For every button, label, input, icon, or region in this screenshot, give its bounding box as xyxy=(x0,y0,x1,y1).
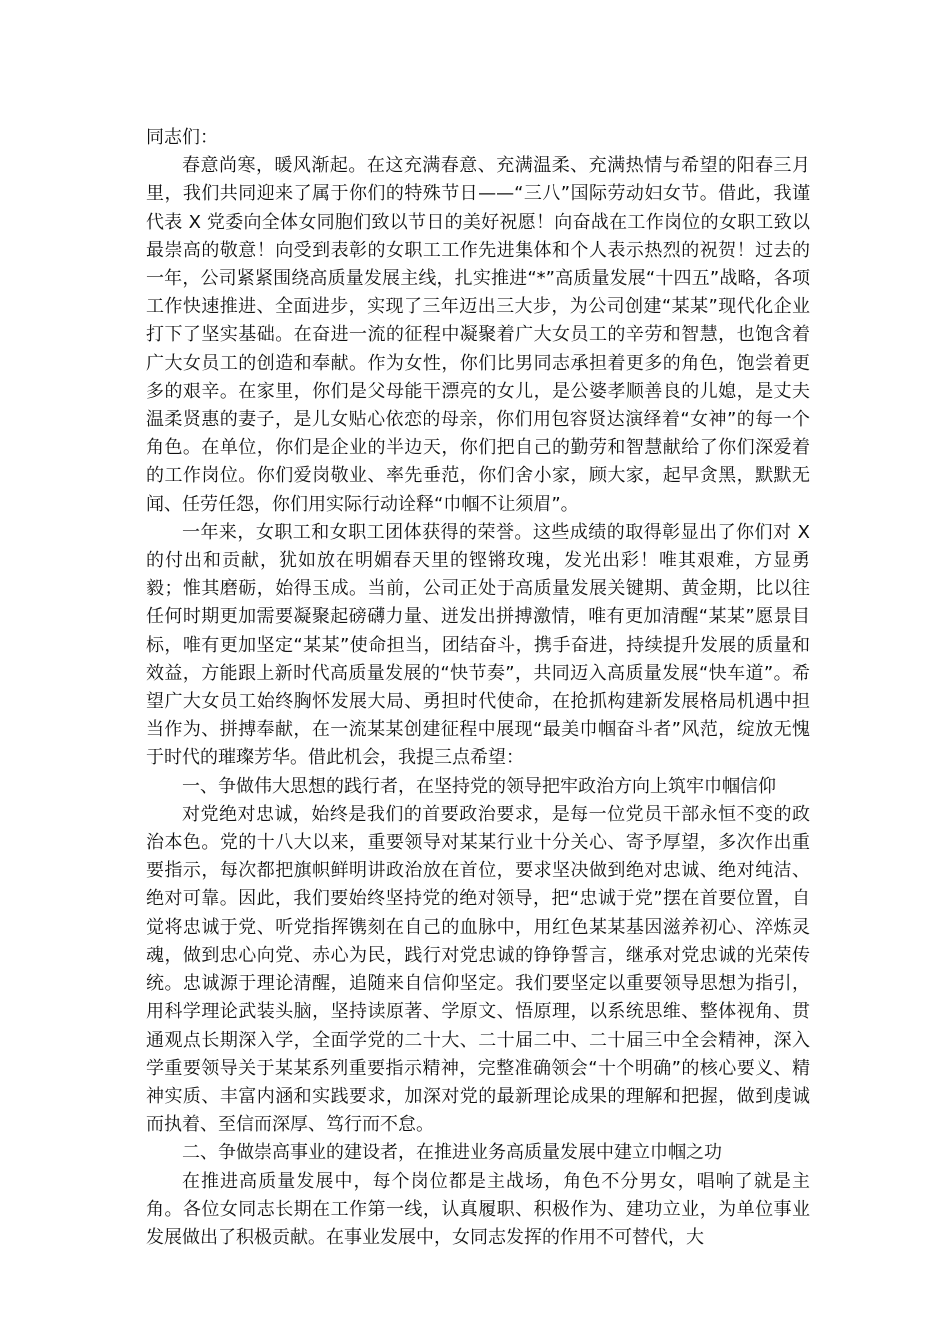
paragraph-opening: 春意尚寒，暖风渐起。在这充满春意、充满温柔、充满热情与希望的阳春三月里，我们共同迎来了属于你们的特殊节日——“三八”国际劳动妇女节。借此，我谨代表 X 党委向全体女同胞们致以节日的美好祝愿！向奋战在工作岗位的女职工致以最崇高的敬意！向受到表彰的女职工工作先进集体和个人表示热烈的祝贺！过去的一年，公司紧紧围绕高质量发展主线，扎实推进“*”高质量发展“十四五”战略，各项工作快速推进、全面进步，实现了三年迈出三大步，为公司创建“某某”现代化企业打下了坚实基础。在奋进一流的征程中凝聚着广大女员工的辛劳和智慧，也饱含着广大女员工的创造和奉献。作为女性，你们比男同志承担着更多的角色，饱尝着更多的艰辛。在家里，你们是父母能干漂亮的女儿，是公婆孝顺善良的儿媳，是丈夫温柔贤惠的妻子，是儿女贴心依恋的母亲，你们用包容贤达演绎着“女神”的每一个角色。在单位，你们是企业的半边天，你们把自己的勤劳和智慧献给了你们深爱着的工作岗位。你们爱岗敬业、率先垂范，你们舍小家，顾大家，起早贪黑，默默无闻、任劳任怨，你们用实际行动诠释“巾帼不让须眉”。 xyxy=(146,155,810,515)
paragraph-achievements: 一年来，女职工和女职工团体获得的荣誉。这些成绩的取得彰显出了你们对 X 的付出和贡献，犹如放在明媚春天里的铿锵玫瑰，发光出彩！唯其艰难，方显勇毅；惟其磨砺，始得玉成。当前，公司正处于高质量发展关键期、黄金期，比以往任何时期更加需要凝聚起磅礴力量、迸发出拼搏激情，唯有更加清醒“某某”愿景目标，唯有更加坚定“某某”使命担当，团结奋斗，携手奋进，持续提升发展的质量和效益，方能跟上新时代高质量发展的“快节奏”，共同迈入高质量发展“快车道”。希望广大女员工始终胸怀发展大局、勇担时代使命，在抢抓构建新发展格局机遇中担当作为、拼搏奉献，在一流某某创建征程中展现“最美巾帼奋斗者”风范，绽放无愧于时代的璀璨芳华。借此机会，我提三点希望： xyxy=(146,521,810,769)
section-heading-2: 二、争做崇高事业的建设者，在推进业务高质量发展中建立巾帼之功 xyxy=(182,1142,722,1164)
section-heading-1: 一、争做伟大思想的践行者，在坚持党的领导把牢政治方向上筑牢巾帼信仰 xyxy=(182,775,776,797)
paragraph-loyalty: 对党绝对忠诚，始终是我们的首要政治要求，是每一位党员干部永恒不变的政治本色。党的十八大以来，重要领导对某某行业十分关心、寄予厚望，多次作出重要指示，每次都把旗帜鲜明讲政治放在首位，要求坚决做到绝对忠诚、绝对纯洁、绝对可靠。因此，我们要始终坚持党的绝对领导，把“忠诚于党”摆在首要位置，自觉将忠诚于党、听党指挥镌刻在自己的血脉中，用红色某某基因滋养初心、淬炼灵魂，做到忠心向党、赤心为民，践行对党忠诚的铮铮誓言，继承对党忠诚的光荣传统。忠诚源于理论清醒，追随来自信仰坚定。我们要坚定以重要领导思想为指引，用科学理论武装头脑，坚持读原著、学原文、悟原理，以系统思维、整体视角、贯通观点长期深入学，全面学党的二十大、二十届二中、二十届三中全会精神，深入学重要领导关于某某系列重要指示精神，完整准确领会“十个明确”的核心要义、精神实质、丰富内涵和实践要求，加深对党的最新理论成果的理解和把握，做到虔诚而执着、至信而深厚、笃行而不怠。 xyxy=(146,803,810,1136)
document-body xyxy=(146,124,810,1252)
salutation: 同志们： xyxy=(146,127,218,148)
paragraph-development: 在推进高质量发展中，每个岗位都是主战场，角色不分男女，唱响了就是主角。各位女同志长期在工作第一线，认真履职、积极作为、建功立业，为单位事业发展做出了积极贡献。在事业发展中，女同志发挥的作用不可替代，大 xyxy=(146,1170,810,1248)
